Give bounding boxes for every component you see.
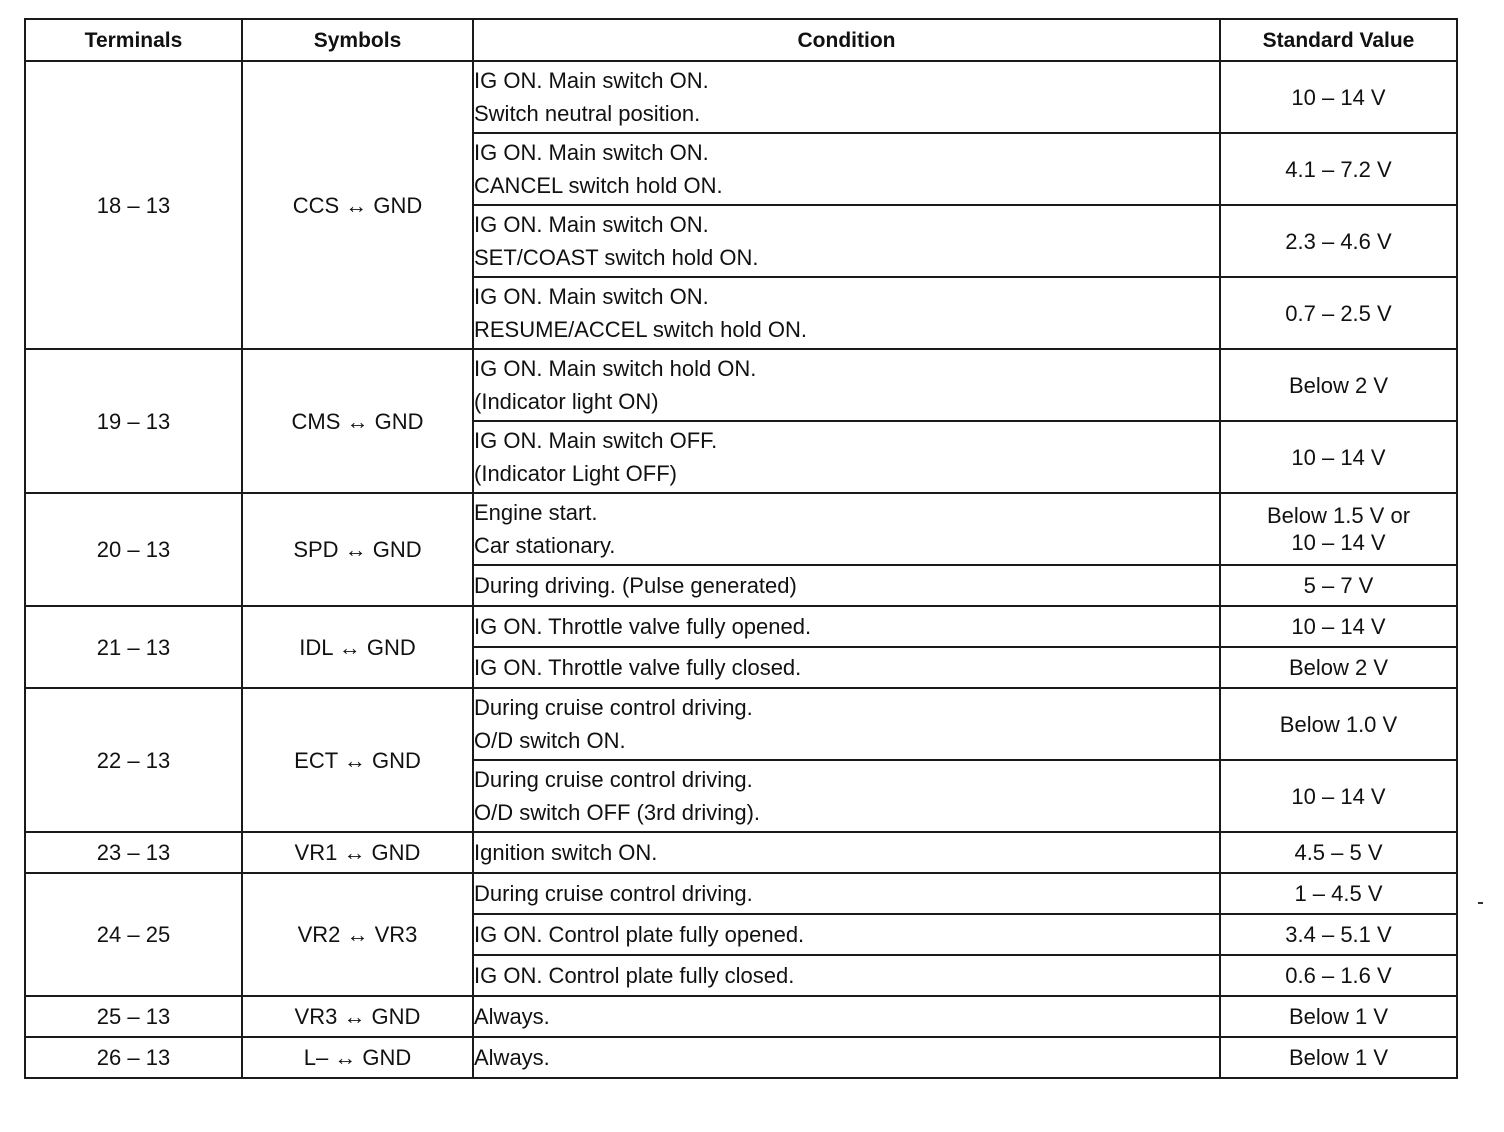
condition-line: Always. — [474, 1045, 550, 1070]
terminals-cell: 26 – 13 — [25, 1037, 242, 1078]
table-row — [25, 873, 1457, 914]
symbols-cell: VR3 ↔ GND — [242, 996, 473, 1037]
condition-line: IG ON. Control plate fully opened. — [474, 922, 805, 947]
standard-value-line: Below 1 V — [1288, 1004, 1389, 1029]
condition-line: CANCEL switch hold ON. — [474, 173, 723, 198]
symbols-cell: VR2 ↔ VR3 — [242, 873, 473, 996]
standard-value-cell — [1220, 133, 1457, 205]
standard-value-line: 2.3 – 4.6 V — [1285, 228, 1392, 254]
standard-value-cell — [1220, 996, 1457, 1037]
table-row — [25, 832, 1457, 873]
condition-line: (Indicator light ON) — [474, 389, 659, 414]
symbols-cell: IDL ↔ GND — [242, 606, 473, 688]
standard-value-cell — [1220, 565, 1457, 606]
standard-value-line: 1 – 4.5 V — [1294, 881, 1383, 906]
standard-value-line: 10 – 14 V — [1291, 783, 1386, 809]
header-standard-value: Standard Value — [1220, 19, 1457, 61]
standard-value-line: Below 1.5 V or — [1266, 503, 1411, 528]
standard-value-line: Below 2 V — [1288, 372, 1389, 398]
terminals-cell: 24 – 25 — [25, 873, 242, 996]
scan-mark — [1478, 902, 1483, 904]
condition-cell — [473, 955, 1220, 996]
condition-line: Engine start. — [474, 500, 598, 525]
condition-cell — [473, 277, 1220, 349]
standard-value-cell — [1220, 493, 1457, 565]
terminals-cell: 20 – 13 — [25, 493, 242, 606]
standard-value-line: 10 – 14 V — [1291, 444, 1386, 470]
condition-cell — [473, 832, 1220, 873]
standard-value-line: Below 1.0 V — [1279, 711, 1398, 737]
condition-line: IG ON. Throttle valve fully closed. — [474, 655, 802, 680]
standard-value-cell — [1220, 349, 1457, 421]
standard-value-cell — [1220, 1037, 1457, 1078]
standard-value-line: Below 2 V — [1288, 655, 1389, 680]
condition-cell — [473, 996, 1220, 1037]
condition-line: IG ON. Main switch ON. — [474, 284, 709, 309]
condition-line: Always. — [474, 1004, 550, 1029]
table-row — [25, 1037, 1457, 1078]
table-row — [25, 349, 1457, 421]
standard-value-line: 4.1 – 7.2 V — [1285, 156, 1392, 182]
table-row — [25, 688, 1457, 760]
header-condition: Condition — [473, 19, 1220, 61]
condition-cell — [473, 421, 1220, 493]
condition-cell — [473, 61, 1220, 133]
condition-cell — [473, 647, 1220, 688]
condition-cell — [473, 133, 1220, 205]
condition-line: O/D switch ON. — [474, 728, 626, 753]
standard-value-line: 5 – 7 V — [1303, 573, 1374, 598]
standard-value-line: Below 1 V — [1288, 1045, 1389, 1070]
condition-cell — [473, 914, 1220, 955]
symbols-cell: VR1 ↔ GND — [242, 832, 473, 873]
condition-cell — [473, 760, 1220, 832]
standard-value-cell — [1220, 606, 1457, 647]
standard-value-line: 10 – 14 V — [1291, 530, 1386, 555]
symbols-cell: CMS ↔ GND — [242, 349, 473, 493]
condition-line: During driving. (Pulse generated) — [474, 573, 797, 598]
condition-line: Car stationary. — [474, 533, 616, 558]
standard-value-cell — [1220, 873, 1457, 914]
standard-value-cell — [1220, 277, 1457, 349]
condition-cell — [473, 205, 1220, 277]
condition-cell — [473, 349, 1220, 421]
condition-line: Switch neutral position. — [474, 101, 701, 126]
symbols-cell: L– ↔ GND — [242, 1037, 473, 1078]
symbols-cell: ECT ↔ GND — [242, 688, 473, 832]
condition-cell — [473, 606, 1220, 647]
header-symbols: Symbols — [242, 19, 473, 61]
symbols-cell: SPD ↔ GND — [242, 493, 473, 606]
terminals-cell: 19 – 13 — [25, 349, 242, 493]
terminals-cell: 23 – 13 — [25, 832, 242, 873]
header-row — [25, 19, 1457, 61]
condition-line: RESUME/ACCEL switch hold ON. — [474, 317, 807, 342]
condition-line: IG ON. Main switch ON. — [474, 68, 709, 93]
standard-value-line: 10 – 14 V — [1291, 614, 1386, 639]
condition-line: (Indicator Light OFF) — [474, 461, 677, 486]
symbols-cell: CCS ↔ GND — [242, 61, 473, 349]
header-terminals: Terminals — [25, 19, 242, 61]
condition-line: IG ON. Main switch OFF. — [474, 428, 718, 453]
table-row — [25, 606, 1457, 647]
condition-line: During cruise control driving. — [474, 767, 753, 792]
standard-value-cell — [1220, 205, 1457, 277]
standard-value-cell — [1220, 760, 1457, 832]
condition-cell — [473, 493, 1220, 565]
condition-cell — [473, 565, 1220, 606]
condition-line: IG ON. Main switch hold ON. — [474, 356, 757, 381]
terminals-cell: 22 – 13 — [25, 688, 242, 832]
table-body — [25, 61, 1457, 1078]
condition-line: IG ON. Main switch ON. — [474, 140, 709, 165]
condition-line: IG ON. Throttle valve fully opened. — [474, 614, 812, 639]
standard-value-line: 3.4 – 5.1 V — [1285, 922, 1392, 947]
standard-value-cell — [1220, 61, 1457, 133]
standard-value-line: 0.7 – 2.5 V — [1285, 300, 1392, 326]
table-row — [25, 61, 1457, 133]
condition-line: IG ON. Control plate fully closed. — [474, 963, 795, 988]
condition-line: Ignition switch ON. — [474, 840, 658, 865]
terminals-cell: 25 – 13 — [25, 996, 242, 1037]
condition-line: During cruise control driving. — [474, 695, 753, 720]
terminals-cell: 18 – 13 — [25, 61, 242, 349]
table-row — [25, 996, 1457, 1037]
condition-cell — [473, 873, 1220, 914]
standard-value-cell — [1220, 421, 1457, 493]
condition-line: During cruise control driving. — [474, 881, 753, 906]
condition-line: O/D switch OFF (3rd driving). — [474, 800, 761, 825]
condition-cell — [473, 1037, 1220, 1078]
standard-value-line: 0.6 – 1.6 V — [1285, 963, 1392, 988]
terminals-cell: 21 – 13 — [25, 606, 242, 688]
standard-value-line: 10 – 14 V — [1291, 84, 1386, 110]
table-row — [25, 493, 1457, 565]
standard-value-cell — [1220, 647, 1457, 688]
standard-value-cell — [1220, 955, 1457, 996]
standard-value-cell — [1220, 832, 1457, 873]
standard-value-cell — [1220, 914, 1457, 955]
standard-value-line: 4.5 – 5 V — [1294, 840, 1383, 865]
terminal-spec-table — [24, 18, 1458, 1079]
standard-value-cell — [1220, 688, 1457, 760]
condition-line: IG ON. Main switch ON. — [474, 212, 709, 237]
condition-line: SET/COAST switch hold ON. — [474, 245, 759, 270]
condition-cell — [473, 688, 1220, 760]
